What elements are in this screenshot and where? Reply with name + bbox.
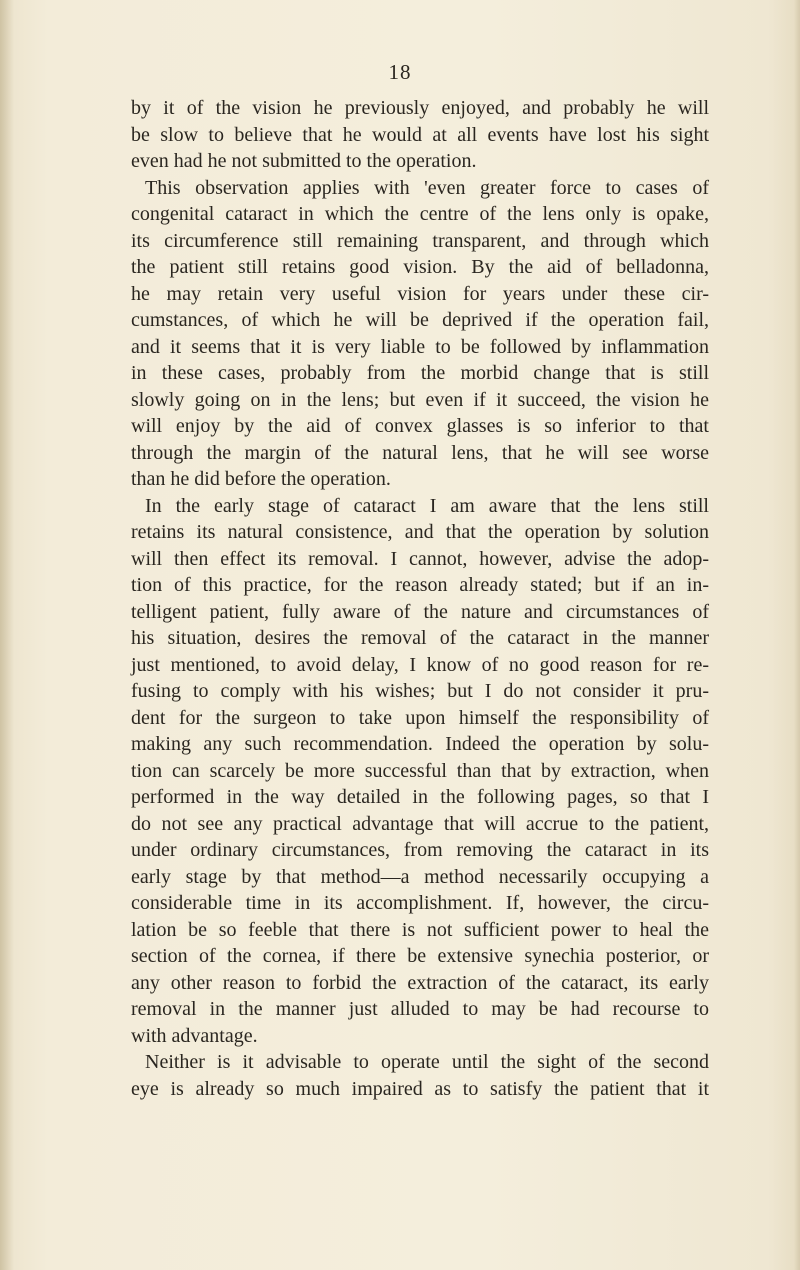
text-line: eye is already so much impaired as to satisfy the patient that it <box>131 1077 709 1100</box>
text-line: do not see any practical advantage that will accrue to the patient, <box>131 812 709 835</box>
text-line: be slow to believe that he would at all events have lost his sight <box>131 123 709 146</box>
text-line: In the early stage of cataract I am aware that the lens still <box>145 494 709 517</box>
text-line: lation be so feeble that there is not sufficient power to heal the <box>131 918 709 941</box>
text-line: slowly going on in the lens; but even if it succeed, the vision he <box>131 388 709 411</box>
body-text <box>131 95 709 1102</box>
text-line: any other reason to forbid the extraction of the cataract, its early <box>131 971 709 994</box>
text-line: tion of this practice, for the reason already stated; but if an in- <box>131 574 709 596</box>
text-line: congenital cataract in which the centre of the lens only is opake, <box>131 203 709 225</box>
text-line: under ordinary circumstances, from removing the cataract in its <box>131 839 709 861</box>
text-line: early stage by that method—a method necessarily occupying a <box>131 865 709 888</box>
text-line: will then effect its removal. I cannot, however, advise the adop- <box>131 547 709 570</box>
text-line: removal in the manner just alluded to may be had recourse to <box>131 998 709 1020</box>
text-line: with advantage. <box>131 1024 258 1047</box>
text-line: This observation applies with 'even greater force to cases of <box>145 176 709 199</box>
text-line: fusing to comply with his wishes; but I do not consider it pru- <box>131 680 709 702</box>
text-line: just mentioned, to avoid delay, I know of no good reason for re- <box>131 653 709 676</box>
page-gutter-shadow <box>0 0 14 1270</box>
text-line: he may retain very useful vision for years under these cir- <box>131 282 709 305</box>
text-line: cumstances, of which he will be deprived if the operation fail, <box>131 309 709 331</box>
text-line: tion can scarcely be more successful than that by extraction, when <box>131 759 709 782</box>
text-line: dent for the surgeon to take upon himself the responsibility of <box>131 706 709 729</box>
text-line: performed in the way detailed in the following pages, so that I <box>131 786 709 808</box>
text-line: making any such recommendation. Indeed the operation by solu- <box>131 733 709 755</box>
text-line: his situation, desires the removal of the cataract in the manner <box>131 627 709 649</box>
text-line: section of the cornea, if there be extensive synechia posterior, or <box>131 945 709 967</box>
text-line: considerable time in its accomplishment. If, however, the circu- <box>131 892 709 914</box>
text-line: even had he not submitted to the operation. <box>131 150 477 172</box>
text-line: its circumference still remaining transparent, and through which <box>131 229 709 252</box>
text-line: in these cases, probably from the morbid change that is still <box>131 362 709 384</box>
page-number: 18 <box>388 60 412 84</box>
text-line: Neither is it advisable to operate until the sight of the second <box>145 1051 709 1073</box>
text-line: retains its natural consistence, and that the operation by solution <box>131 521 709 543</box>
text-line: will enjoy by the aid of convex glasses is so inferior to that <box>131 415 709 437</box>
text-line: telligent patient, fully aware of the nature and circumstances of <box>131 600 709 623</box>
text-line: and it seems that it is very liable to be followed by inflammation <box>131 335 709 358</box>
text-line: the patient still retains good vision. By the aid of belladonna, <box>131 256 709 278</box>
page-edge <box>794 0 800 1270</box>
text-line: than he did before the operation. <box>131 468 391 490</box>
text-line: by it of the vision he previously enjoyed, and probably he will <box>131 97 709 119</box>
text-line: through the margin of the natural lens, that he will see worse <box>131 441 709 464</box>
